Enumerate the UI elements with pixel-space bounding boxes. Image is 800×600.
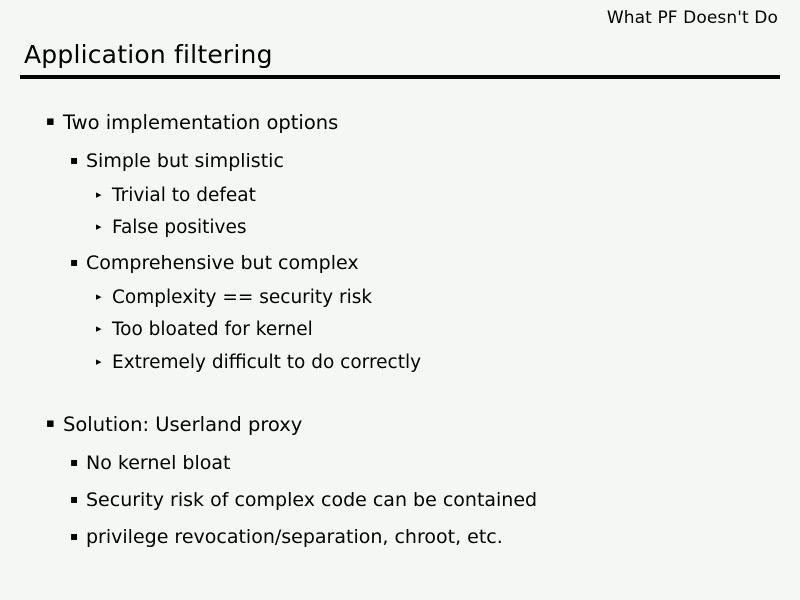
- bullet-marker-icon: ▸: [96, 289, 102, 303]
- list-item: [96, 314, 770, 347]
- list-item-label: Complexity == security risk: [112, 286, 373, 308]
- bullet-marker-icon: ▸: [96, 220, 102, 233]
- bullet-marker-icon: ▪: [70, 152, 79, 167]
- list-item: [96, 180, 770, 213]
- list-item: [70, 445, 770, 482]
- list-item-label: Trivial to defeat: [112, 184, 256, 206]
- list-item: [70, 143, 770, 180]
- list-item: [46, 103, 770, 143]
- list-item: [96, 347, 770, 380]
- slide-body: [40, 103, 770, 556]
- bullet-marker-icon: ▪: [70, 491, 79, 506]
- list-item-label: Security risk of complex code can be contained: [86, 488, 538, 511]
- bullet-marker-icon: ▪: [46, 416, 55, 431]
- list-item-label: privilege revocation/separation, chroot, etc.: [86, 525, 503, 548]
- list-item: [46, 405, 770, 445]
- bullet-marker-icon: ▸: [96, 187, 102, 201]
- bullet-marker-icon: ▸: [96, 322, 102, 335]
- list-item-label: Extremely difficult to do correctly: [112, 351, 422, 373]
- list-item: [70, 519, 770, 556]
- list-item-label: Simple but simplistic: [86, 149, 284, 172]
- list-item-label: Two implementation options: [63, 111, 339, 134]
- list-item: [96, 212, 770, 245]
- list-item-label: Comprehensive but complex: [86, 251, 359, 274]
- list-item-label: No kernel bloat: [86, 451, 231, 474]
- list-item-label: Too bloated for kernel: [112, 319, 313, 340]
- bullet-marker-icon: ▸: [96, 354, 102, 368]
- bullet-marker-icon: ▪: [46, 114, 55, 129]
- bullet-marker-icon: ▪: [70, 528, 79, 543]
- slide-header-note: What PF Doesn't Do: [606, 8, 778, 28]
- list-item-label: Solution: Userland proxy: [63, 413, 303, 436]
- bullet-marker-icon: ▪: [70, 454, 79, 469]
- bullet-marker-icon: ▪: [70, 254, 79, 269]
- page-title: Application filtering: [24, 40, 273, 69]
- title-divider: [20, 75, 780, 79]
- section-spacer: [40, 379, 770, 405]
- list-item: [70, 482, 770, 519]
- list-item: [70, 245, 770, 282]
- list-item: [96, 282, 770, 315]
- list-item-label: False positives: [112, 217, 247, 238]
